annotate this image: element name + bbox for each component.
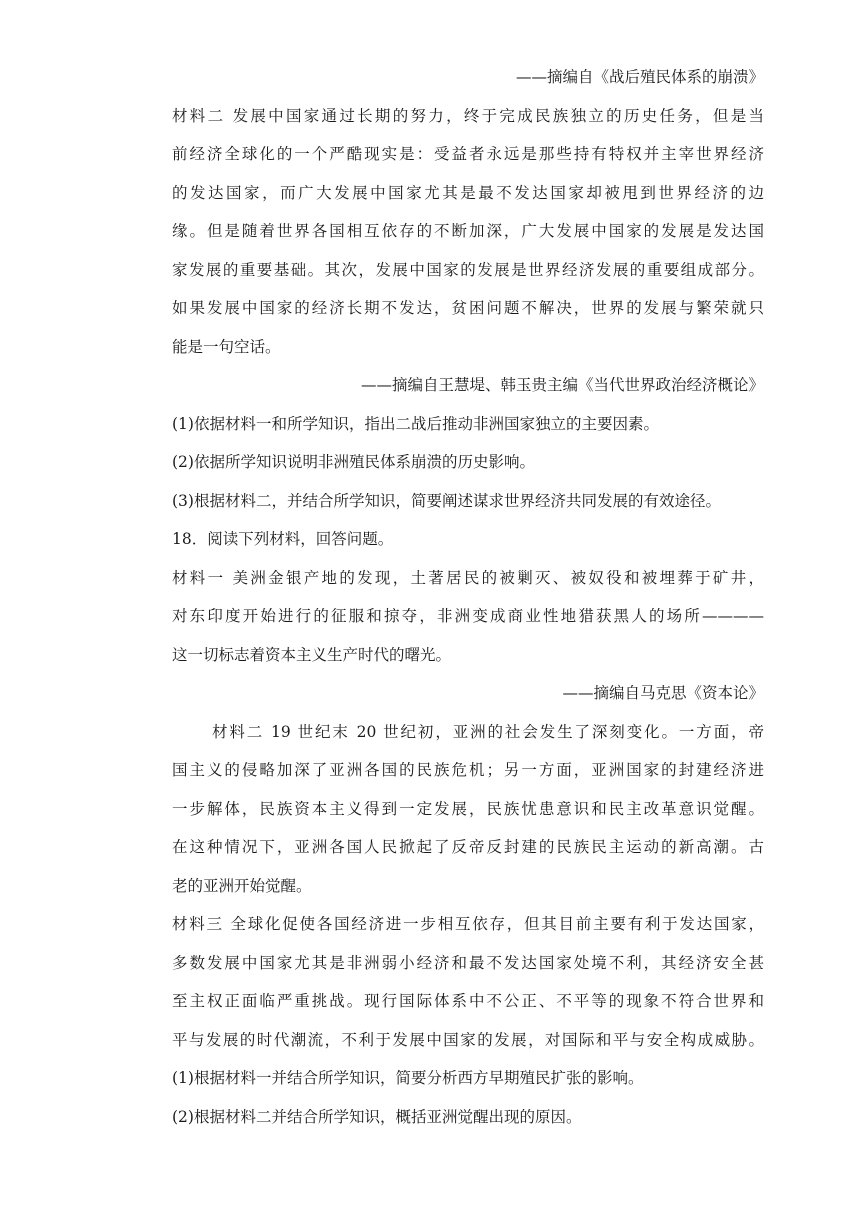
material-paragraph-line: 多数发展中国家尤其是非洲弱小经济和最不发达国家处境不利，其经济安全甚 bbox=[172, 953, 764, 972]
source-citation: ——摘编自王慧堤、韩玉贵主编《当代世界政治经济概论》 bbox=[360, 376, 764, 394]
material-paragraph-line: 前经济全球化的一个严酷现实是：受益者永远是那些持有特权并主宰世界经济 bbox=[172, 145, 764, 163]
material-paragraph-line: 的发达国家，而广大发展中国家尤其是最不发达国家却被甩到世界经济的边 bbox=[172, 183, 764, 202]
question-item: (1)依据材料一和所学知识，指出二战后推动非洲国家独立的主要因素。 bbox=[172, 414, 659, 433]
source-citation: ——摘编自《战后殖民体系的崩溃》 bbox=[515, 68, 764, 86]
question-item: (2)依据所学知识说明非洲殖民体系崩溃的历史影响。 bbox=[172, 453, 535, 471]
material-paragraph-line: 如果发展中国家的经济长期不发达，贫困问题不解决，世界的发展与繁荣就只 bbox=[172, 299, 764, 317]
material-paragraph-line: 国主义的侵略加深了亚洲各国的民族危机；另一方面，亚洲国家的封建经济进 bbox=[172, 761, 764, 779]
material-paragraph-line: 缘。但是随着世界各国相互依存的不断加深，广大发展中国家的发展是发达国 bbox=[172, 222, 764, 240]
question-item: (1)根据材料一并结合所学知识，简要分析西方早期殖民扩张的影响。 bbox=[172, 1069, 644, 1087]
material-paragraph-line: 对东印度开始进行的征服和掠夺，非洲变成商业性地猎获黑人的场所———— bbox=[172, 607, 764, 625]
material-paragraph-line: 家发展的重要基础。其次，发展中国家的发展是世界经济发展的重要组成部分。 bbox=[172, 260, 764, 279]
question-item: (2)根据材料二并结合所学知识，概括亚洲觉醒出现的原因。 bbox=[172, 1107, 582, 1126]
material-paragraph-line: 这一切标志着资本主义生产时代的曙光。 bbox=[172, 645, 452, 664]
material-paragraph-line: 材料二 发展中国家通过长期的努力，终于完成民族独立的历史任务，但是当 bbox=[172, 106, 764, 125]
material-paragraph-line: 材料一 美洲金银产地的发现，土著居民的被剿灭、被奴役和被埋葬于矿井， bbox=[172, 568, 764, 587]
material-paragraph-line: 一步解体，民族资本主义得到一定发展，民族忧患意识和民主改革意识觉醒。 bbox=[172, 799, 764, 818]
material-paragraph-line: 平与发展的时代潮流，不利于发展中国家的发展，对国际和平与安全构成威胁。 bbox=[172, 1030, 764, 1049]
material-paragraph-line: 至主权正面临严重挑战。现行国际体系中不公正、不平等的现象不符合世界和 bbox=[172, 992, 764, 1010]
material-paragraph-line: 材料三 全球化促使各国经济进一步相互依存，但其目前主要有利于发达国家， bbox=[172, 915, 764, 933]
material-paragraph-line: 材料二 19 世纪末 20 世纪初，亚洲的社会发生了深刻变化。一方面，帝 bbox=[212, 722, 764, 741]
question-item: (3)根据材料二，并结合所学知识，简要阐述谋求世界经济共同发展的有效途径。 bbox=[172, 491, 721, 510]
question-heading: 18．阅读下列材料，回答问题。 bbox=[172, 530, 394, 548]
material-paragraph-line: 在这种情况下，亚洲各国人民掀起了反帝反封建的民族民主运动的新高潮。古 bbox=[172, 838, 764, 856]
source-citation: ——摘编自马克思《资本论》 bbox=[562, 684, 764, 702]
material-paragraph-line: 能是一句空话。 bbox=[172, 337, 281, 356]
document-page bbox=[172, 58, 764, 1136]
material-paragraph-line: 老的亚洲开始觉醒。 bbox=[172, 876, 312, 895]
